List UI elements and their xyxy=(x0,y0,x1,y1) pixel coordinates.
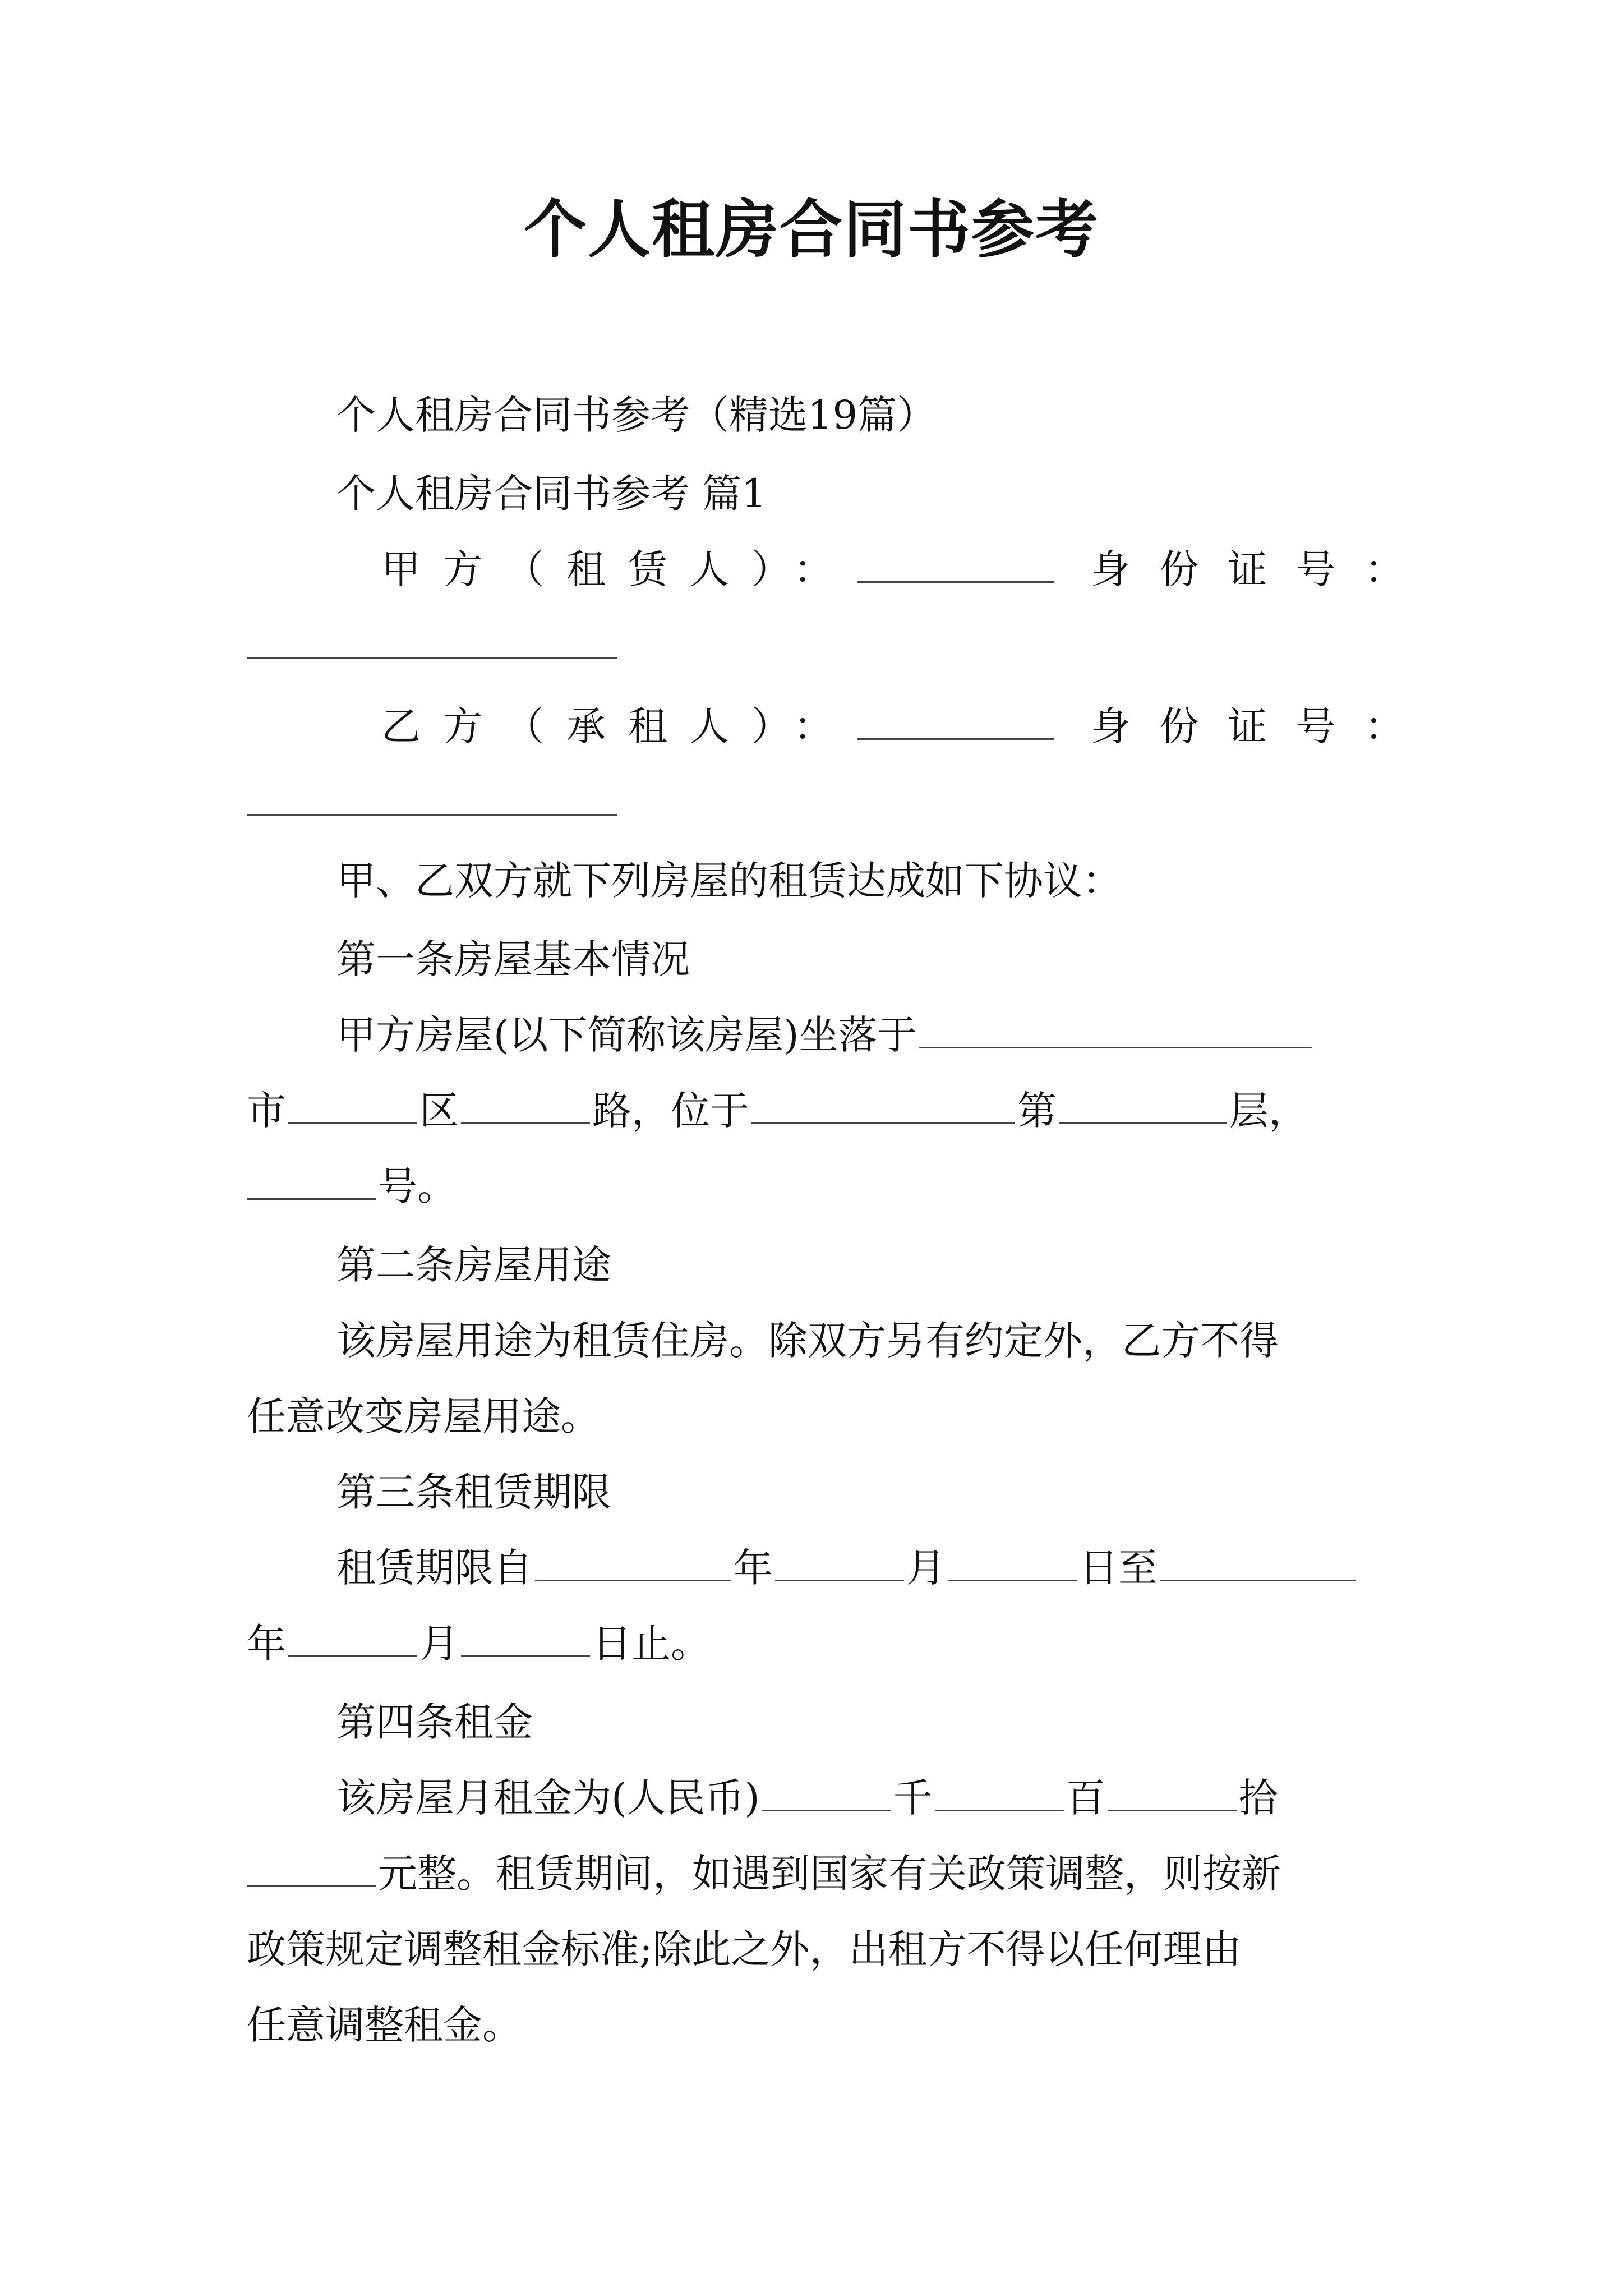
article-4-line-1 xyxy=(336,1770,1278,1826)
ten-label: 拾 xyxy=(1238,1775,1278,1821)
party-a-name-blank xyxy=(857,542,1054,583)
start-year-blank xyxy=(535,1540,731,1581)
party-a-line xyxy=(381,541,1433,597)
party-a-id-blank xyxy=(247,618,617,659)
rent-ten-blank xyxy=(1108,1770,1237,1811)
article-2-heading: 第二条房屋用途 xyxy=(336,1242,611,1288)
article-4-heading: 第四条租金 xyxy=(336,1699,533,1745)
rent-label: 该房屋月租金为(人民币) xyxy=(336,1775,760,1821)
end-month-blank xyxy=(288,1616,417,1657)
article-3-heading: 第三条租赁期限 xyxy=(336,1469,611,1515)
article-2-line-1: 该房屋用途为租赁住房。除双方另有约定外，乙方不得 xyxy=(336,1318,1279,1364)
party-b-name-blank xyxy=(857,699,1054,740)
article-1-heading: 第一条房屋基本情况 xyxy=(336,936,690,982)
road-label: 路，位于 xyxy=(592,1088,749,1134)
floor-blank xyxy=(1059,1083,1227,1124)
party-a-id-label: 身份证号： xyxy=(1091,546,1433,592)
number-blank xyxy=(247,1159,376,1200)
article-1-line-3 xyxy=(247,1158,457,1214)
party-b-id-line xyxy=(247,774,619,830)
article-4-text-2: 元整。租赁期间，如遇到国家有关政策调整，则按新 xyxy=(378,1851,1281,1897)
end-month-label: 月 xyxy=(419,1621,459,1667)
district-blank xyxy=(461,1083,590,1124)
location-blank xyxy=(751,1083,1015,1124)
start-year-label: 年 xyxy=(734,1545,773,1591)
floor-label: 层， xyxy=(1229,1088,1308,1134)
article-4-line-4: 任意调整租金。 xyxy=(247,2002,522,2048)
party-b-id-blank xyxy=(247,775,617,816)
lease-start-label: 租赁期限自 xyxy=(336,1545,533,1591)
section-heading: 个人租房合同书参考 篇1 xyxy=(336,471,767,517)
thousand-label: 千 xyxy=(893,1775,933,1821)
start-day-label: 日至 xyxy=(1079,1545,1158,1591)
document-subtitle: 个人租房合同书参考（精选19篇） xyxy=(336,392,937,438)
end-day-blank xyxy=(461,1616,590,1657)
article-1-line-2 xyxy=(247,1083,1308,1139)
party-a-id-line xyxy=(247,617,619,673)
number-label: 号。 xyxy=(378,1163,457,1209)
article-3-line-1 xyxy=(336,1540,1358,1596)
rent-thousand-blank xyxy=(762,1770,891,1811)
floor-prefix: 第 xyxy=(1017,1088,1057,1134)
article-4-line-2 xyxy=(247,1846,1281,1902)
party-b-line xyxy=(381,698,1433,754)
start-day-blank xyxy=(948,1540,1077,1581)
city-label: 市 xyxy=(247,1088,286,1134)
start-month-blank xyxy=(775,1540,904,1581)
address-blank xyxy=(919,1007,1312,1048)
party-a-label: 甲方（租赁人）： xyxy=(381,546,855,592)
party-b-id-label: 身份证号： xyxy=(1091,703,1433,749)
party-b-label: 乙方（承租人）： xyxy=(381,703,855,749)
district-label: 区 xyxy=(419,1088,459,1134)
city-blank xyxy=(288,1083,417,1124)
article-2-line-2: 任意改变房屋用途。 xyxy=(247,1393,600,1439)
article-3-line-2 xyxy=(247,1616,710,1672)
end-year-blank xyxy=(1160,1540,1356,1581)
article-4-line-3: 政策规定调整租金标准;除此之外，出租方不得以任何理由 xyxy=(247,1926,1242,1972)
end-year-label: 年 xyxy=(247,1621,286,1667)
article-1-text: 甲方房屋(以下简称该房屋)坐落于 xyxy=(336,1012,917,1058)
hundred-label: 百 xyxy=(1066,1775,1105,1821)
start-month-label: 月 xyxy=(906,1545,946,1591)
end-day-label: 日止。 xyxy=(592,1621,710,1667)
rent-hundred-blank xyxy=(935,1770,1064,1811)
rent-unit-blank xyxy=(247,1846,376,1887)
article-1-line-1 xyxy=(336,1007,1314,1063)
page-title: 个人租房合同书参考 xyxy=(524,193,1099,266)
intro-text: 甲、乙双方就下列房屋的租赁达成如下协议： xyxy=(336,858,1122,904)
